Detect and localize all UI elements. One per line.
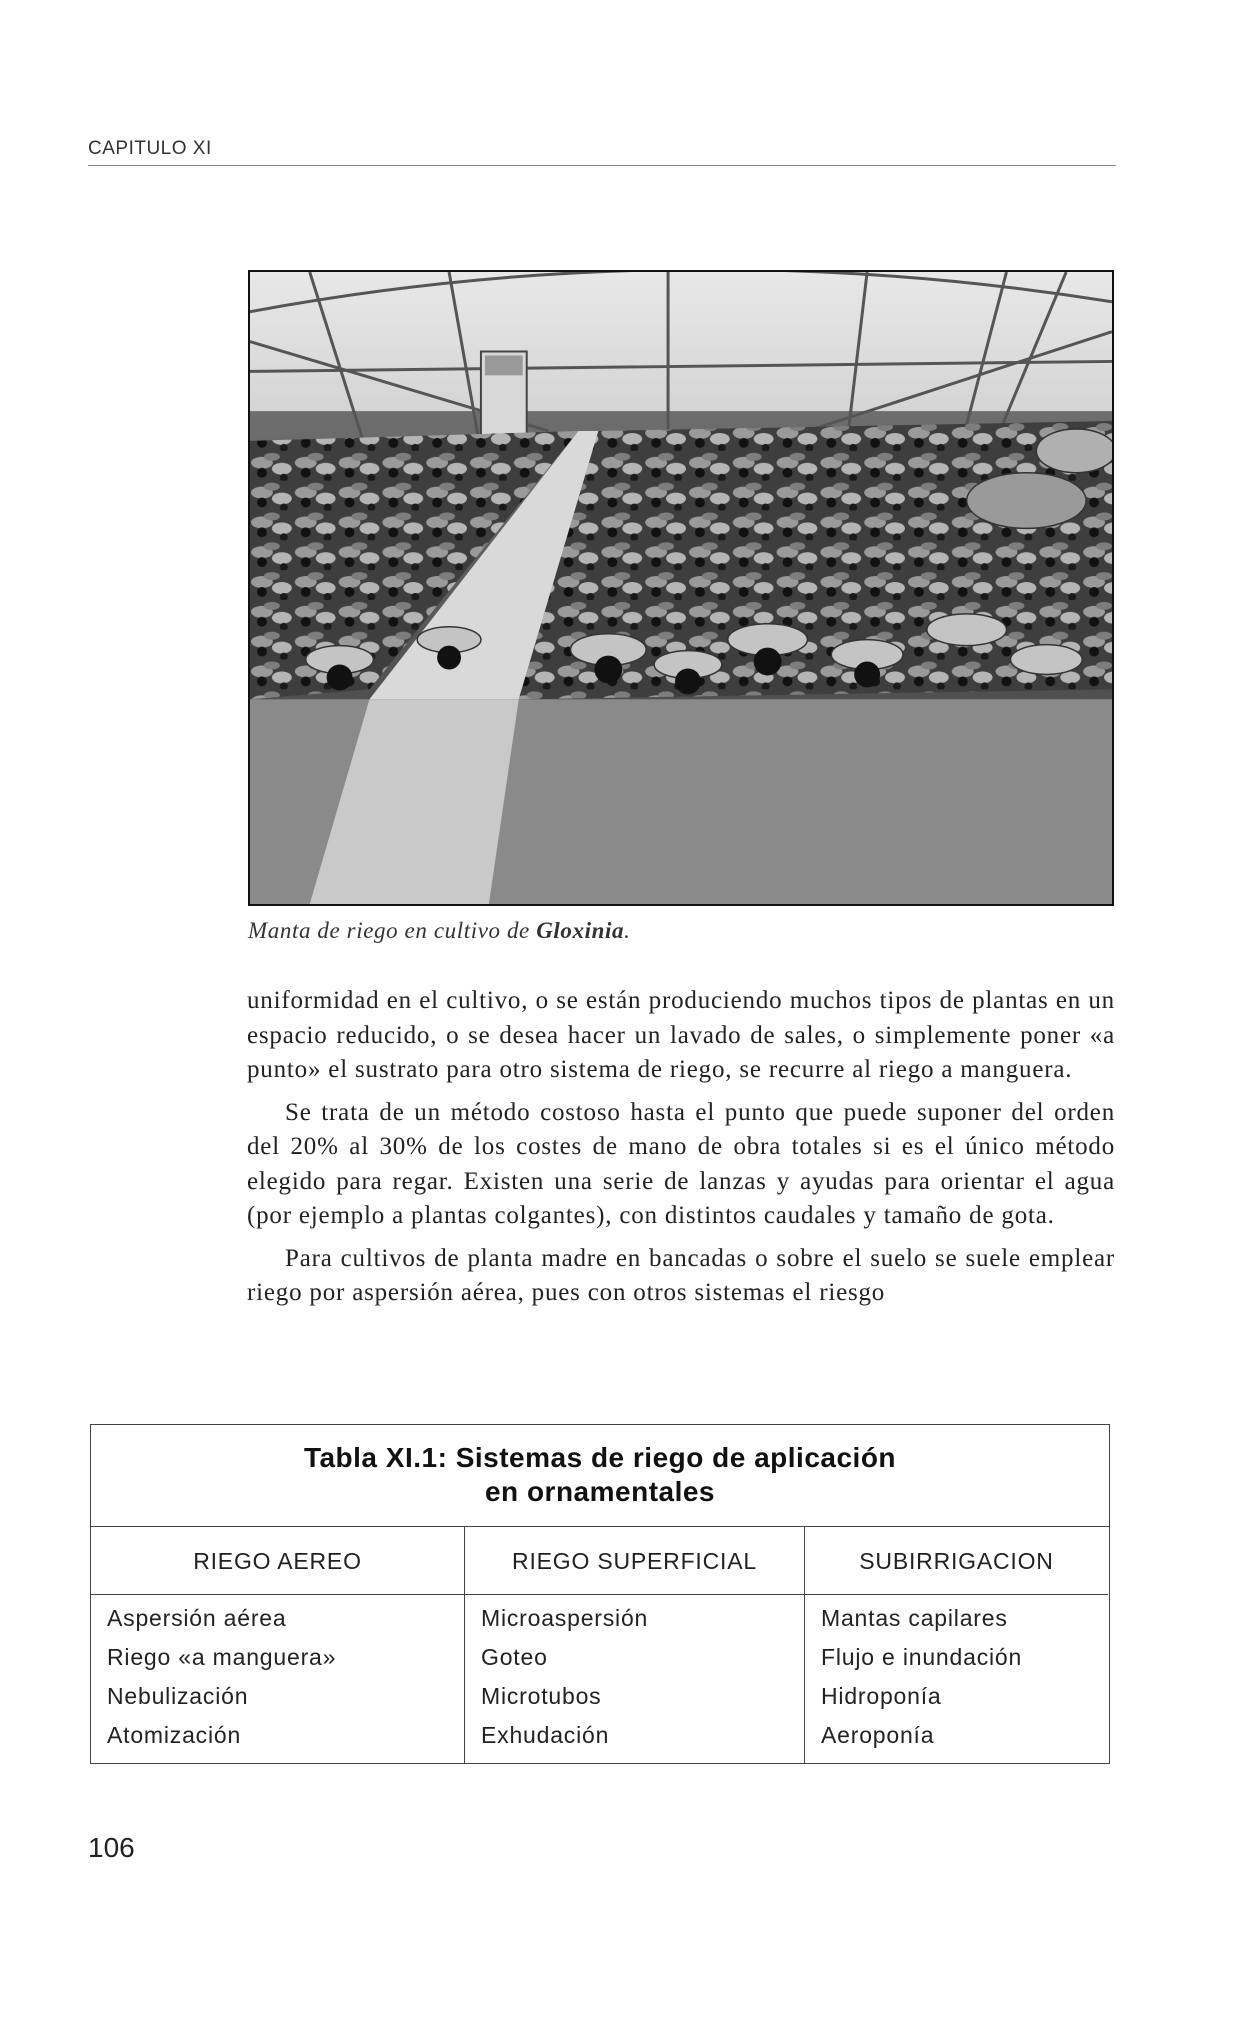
greenhouse-photo-illustration — [250, 272, 1112, 904]
table-cell: Riego «a manguera» — [107, 1644, 337, 1670]
column-header: RIEGO SUPERFICIAL — [465, 1527, 804, 1595]
table-cell: Mantas capilares — [821, 1605, 1008, 1631]
caption-species: Gloxinia — [536, 918, 625, 943]
paragraph: Para cultivos de planta madre en bancadas o sobre el suelo se suele emplear riego por aspersión aérea, pues con otros sistemas el riesgo — [247, 1244, 1115, 1306]
body-text — [247, 984, 1115, 1319]
table-title — [91, 1425, 1109, 1527]
table-column-subirrigacion — [805, 1527, 1108, 1763]
column-header: RIEGO AEREO — [91, 1527, 464, 1595]
table-cell: Hidroponía — [821, 1683, 942, 1709]
table-cell: Atomización — [107, 1722, 242, 1748]
table-column-superficial — [465, 1527, 805, 1763]
table-cell: Flujo e inundación — [821, 1644, 1023, 1670]
table-cell: Aspersión aérea — [107, 1605, 287, 1631]
paragraph: uniformidad en el cultivo, o se están produciendo muchos tipos de plantas en un espacio reducido, o se desea hacer un lavado de sales, o simplemente poner «a punto» el sustrato para otro sistema de riego, se recurre al riego a manguera. — [247, 987, 1115, 1083]
table-title-line-1: Tabla XI.1: Sistemas de riego de aplicación — [303, 1442, 897, 1473]
table-cell: Microaspersión — [481, 1605, 649, 1631]
caption-period: . — [624, 918, 631, 943]
table-cell: Microtubos — [481, 1683, 602, 1709]
table-column-aereo — [91, 1527, 465, 1763]
figure-caption — [248, 918, 630, 944]
irrigation-systems-table — [90, 1424, 1110, 1764]
table-title-line-2: en ornamentales — [484, 1476, 716, 1507]
paragraph: Se trata de un método costoso hasta el punto que puede suponer del orden del 20% al 30% de los costes de mano de obra totales si es el único método elegido para regar. Existen una serie de lanzas y ayudas para orientar el agua (por ejemplo a plantas colgantes), con distintos caudales y tamaño de gota. — [247, 1098, 1115, 1229]
column-header: SUBIRRIGACION — [805, 1527, 1108, 1595]
table-cell: Nebulización — [107, 1683, 249, 1709]
greenhouse-photo — [248, 270, 1114, 906]
chapter-header: CAPITULO XI — [88, 138, 212, 159]
table-cell: Exhudación — [481, 1722, 610, 1748]
page-number: 106 — [88, 1832, 135, 1863]
table-cell: Goteo — [481, 1644, 548, 1670]
caption-text: Manta de riego en cultivo de — [248, 918, 537, 943]
table-cell: Aeroponía — [821, 1722, 935, 1748]
header-divider — [88, 165, 1116, 166]
